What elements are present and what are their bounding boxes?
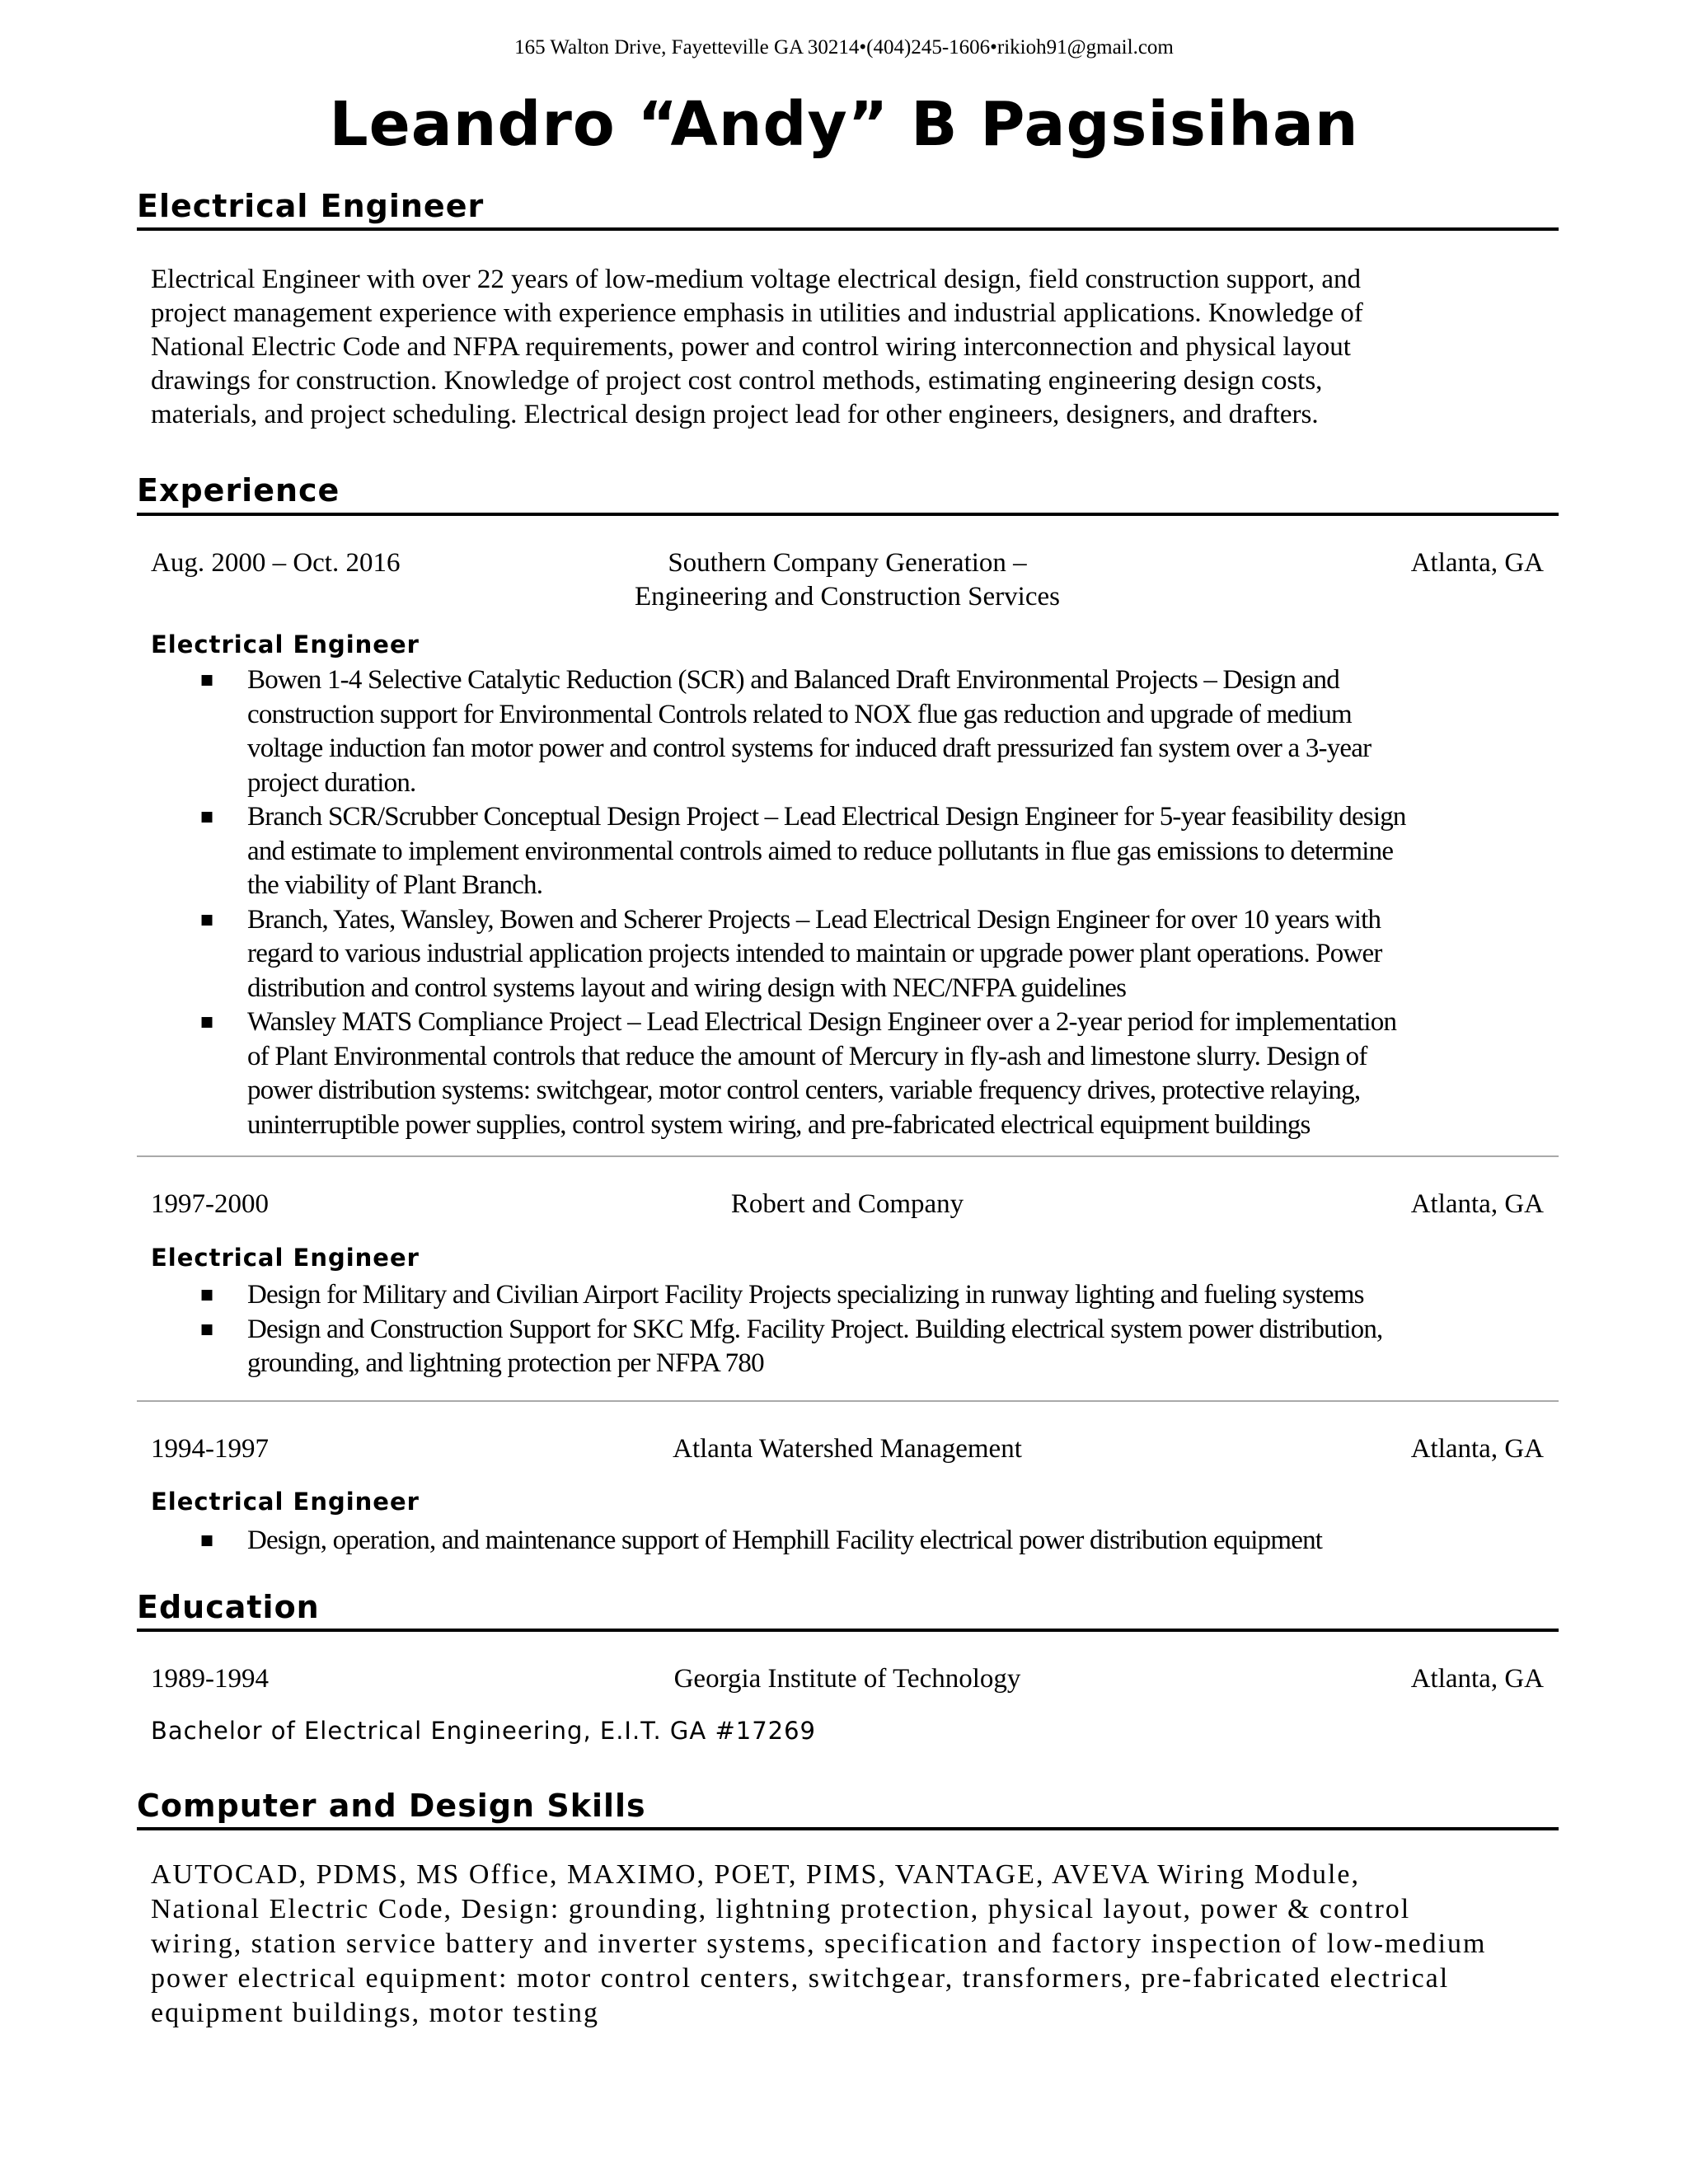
- contact-line: 165 Walton Drive, Fayetteville GA 30214•(404)245-1606•rikioh91@gmail.com: [514, 36, 1174, 59]
- job-bullets: [247, 1278, 1550, 1381]
- job-company: Robert and Company: [730, 1189, 964, 1219]
- section-rule: [137, 1827, 1559, 1830]
- bullet-line: and estimate to implement environmental controls aimed to reduce pollutants in flue gas emissions to determine: [247, 836, 1394, 866]
- education-location: Atlanta, GA: [1410, 1664, 1544, 1694]
- candidate-name: Leandro “Andy” B Pagsisihan: [329, 89, 1359, 160]
- job-bullets: [247, 1524, 1550, 1558]
- bullet-line: regard to various industrial application projects intended to maintain or upgrade power plant operations. Power: [247, 939, 1382, 968]
- bullet-line: voltage induction fan motor power and control systems for induced draft pressurized fan system over a 3-year: [247, 733, 1372, 763]
- section-rule: [137, 1629, 1559, 1632]
- section-rule: [137, 227, 1559, 231]
- bullet-line: distribution and control systems layout and wiring design with NEC/NFPA guidelines: [247, 972, 1127, 1003]
- skills-line: power electrical equipment: motor control centers, switchgear, transformers, pre-fabricated electrical: [151, 1963, 1450, 1994]
- bullet-line: uninterruptible power supplies, control system wiring, and pre-fabricated electrical equipment buildings: [247, 1109, 1311, 1140]
- bullet-line: power distribution systems: switchgear, motor control centers, variable frequency drives, protective relaying,: [247, 1076, 1361, 1105]
- education-school: Georgia Institute of Technology: [673, 1664, 1021, 1694]
- list-item: [247, 663, 1550, 800]
- section-heading-experience: Experience: [137, 472, 340, 509]
- education-degree: Bachelor of Electrical Engineering, E.I.T. GA #17269: [151, 1717, 816, 1745]
- summary-line: drawings for construction. Knowledge of project cost control methods, estimating engineering design costs,: [151, 366, 1323, 396]
- bullet-line: the viability of Plant Branch.: [247, 870, 543, 900]
- job-divider: [137, 1155, 1559, 1157]
- job-title: Electrical Engineer: [151, 1244, 420, 1272]
- bullet-line: ■ Branch SCR/Scrubber Conceptual Design Project – Lead Electrical Design Engineer for 5-year feasibility design: [247, 802, 1406, 832]
- section-heading-skills: Computer and Design Skills: [137, 1788, 646, 1824]
- bullet-line: ■ Branch, Yates, Wansley, Bowen and Scherer Projects – Lead Electrical Design Engineer for over 10 years with: [247, 904, 1381, 935]
- job-location: Atlanta, GA: [1410, 548, 1544, 578]
- bullet-line: of Plant Environmental controls that reduce the amount of Mercury in fly-ash and limestone slurry. Design of: [247, 1041, 1367, 1071]
- job-dates: Aug. 2000 – Oct. 2016: [151, 548, 401, 578]
- list-item: [247, 1524, 1550, 1558]
- company-line: Engineering and Construction Services: [635, 582, 1060, 612]
- skills-paragraph: [151, 1858, 1568, 2031]
- job-dates: 1994-1997: [151, 1434, 269, 1464]
- bullet-line: ■ Design and Construction Support for SKC Mfg. Facility Project. Building electrical system power distribution,: [247, 1314, 1383, 1344]
- education-dates: 1989-1994: [151, 1664, 269, 1694]
- section-heading-education: Education: [137, 1589, 320, 1625]
- skills-line: National Electric Code, Design: grounding, lightning protection, physical layout, power & control: [151, 1894, 1411, 1924]
- job-title: Electrical Engineer: [151, 1488, 420, 1516]
- list-item: [247, 903, 1550, 1006]
- bullet-line: ■ Design for Military and Civilian Airport Facility Projects specializing in runway lighting and fueling systems: [247, 1280, 1364, 1310]
- skills-line: equipment buildings, motor testing: [151, 1998, 599, 2028]
- skills-line: AUTOCAD, PDMS, MS Office, MAXIMO, POET, PIMS, VANTAGE, AVEVA Wiring Module,: [151, 1859, 1361, 1890]
- section-heading-summary: Electrical Engineer: [137, 188, 485, 224]
- list-item: [247, 1005, 1550, 1142]
- job-location: Atlanta, GA: [1410, 1434, 1544, 1464]
- bullet-line: grounding, and lightning protection per NFPA 780: [247, 1348, 764, 1378]
- job-title: Electrical Engineer: [151, 630, 420, 658]
- list-item: [247, 1278, 1550, 1313]
- bullet-line: ■ Wansley MATS Compliance Project – Lead Electrical Design Engineer over a 2-year period for implementation: [247, 1007, 1397, 1037]
- list-item: [247, 800, 1550, 903]
- job-divider: [137, 1400, 1559, 1402]
- summary-line: Electrical Engineer with over 22 years of low-medium voltage electrical design, field construction support, and: [151, 265, 1362, 294]
- summary-paragraph: [151, 263, 1544, 432]
- summary-line: National Electric Code and NFPA requirements, power and control wiring interconnection and physical layout: [151, 332, 1351, 362]
- job-company: Atlanta Watershed Management: [673, 1434, 1022, 1464]
- job-dates: 1997-2000: [151, 1189, 269, 1219]
- summary-line: materials, and project scheduling. Electrical design project lead for other engineers, designers, and drafters.: [151, 400, 1319, 429]
- job-company: [151, 546, 1544, 614]
- skills-line: wiring, station service battery and inverter systems, specification and factory inspection of low-medium: [151, 1929, 1487, 1959]
- summary-line: project management experience with experience emphasis in utilities and industrial applications. Knowledge of: [151, 298, 1363, 328]
- section-rule: [137, 513, 1559, 516]
- company-line: Southern Company Generation –: [668, 548, 1027, 578]
- bullet-line: construction support for Environmental Controls related to NOX flue gas reduction and upgrade of medium: [247, 699, 1352, 729]
- list-item: [247, 1313, 1550, 1381]
- bullet-line: project duration.: [247, 767, 416, 798]
- bullet-line: ■ Design, operation, and maintenance support of Hemphill Facility electrical power distribution equipment: [247, 1526, 1323, 1555]
- job-bullets: [247, 663, 1550, 1142]
- bullet-line: ■ Bowen 1-4 Selective Catalytic Reduction (SCR) and Balanced Draft Environmental Projects – Design and: [247, 665, 1339, 695]
- job-location: Atlanta, GA: [1410, 1189, 1544, 1219]
